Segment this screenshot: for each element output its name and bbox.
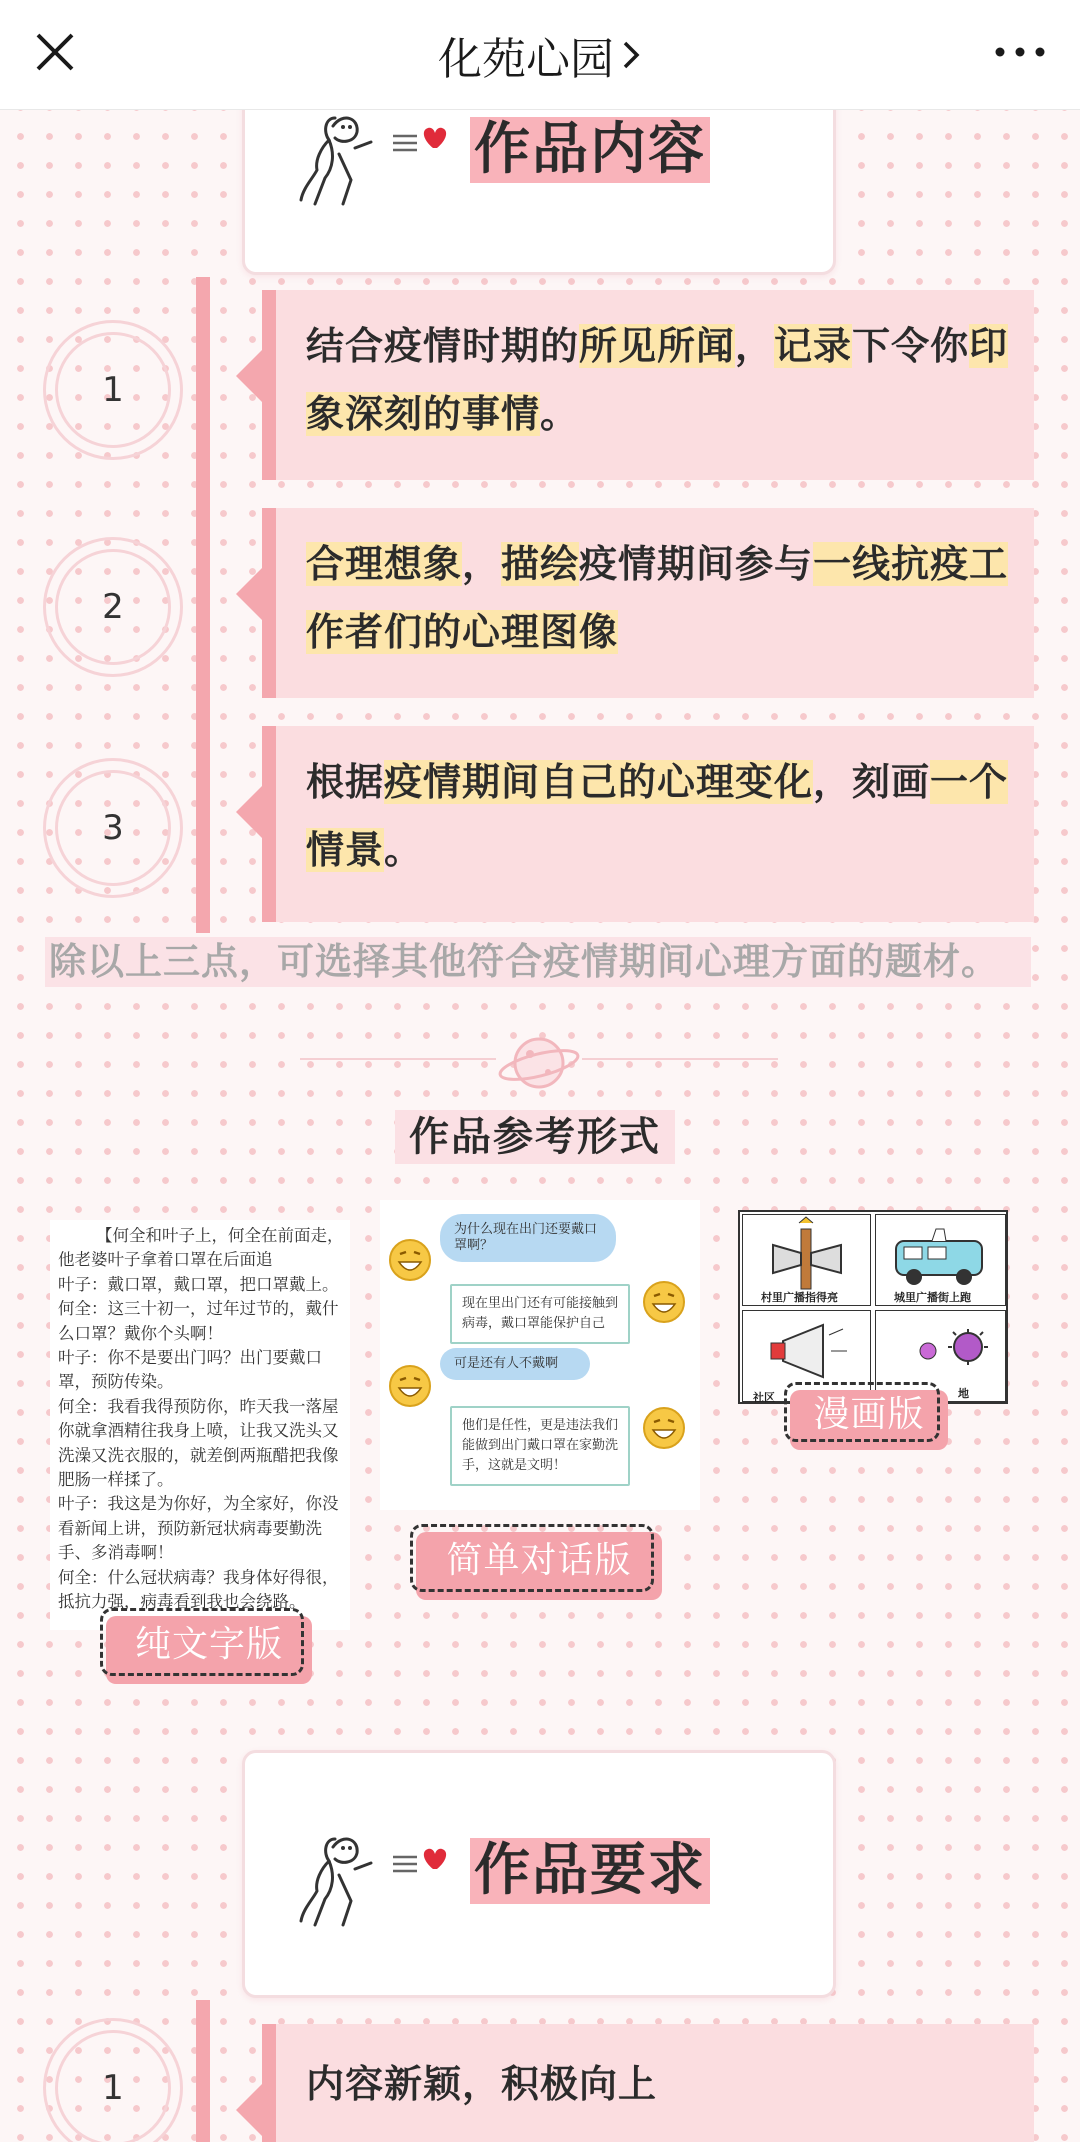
close-icon[interactable] bbox=[30, 27, 80, 77]
comic-sample-image bbox=[738, 1210, 1008, 1404]
highlighted-text: 描绘 bbox=[501, 542, 580, 586]
number-circle bbox=[43, 320, 183, 460]
top-nav-bar bbox=[0, 0, 1080, 110]
highlighted-text: 合理想象 bbox=[306, 542, 463, 586]
number-circle bbox=[43, 758, 183, 898]
highlighted-text: 所见所闻 bbox=[579, 324, 736, 368]
chat-bubble-answer: 他们是任性，更是违法我们能做到出门戴口罩在家勤洗手，这就是文明！ bbox=[450, 1406, 630, 1486]
comic-panel bbox=[742, 1214, 871, 1306]
timeline-bar bbox=[196, 277, 210, 933]
number-circle bbox=[43, 2018, 183, 2142]
tag-label: 漫画版 bbox=[813, 1394, 925, 1435]
comic-caption: 城里广播街上跑 bbox=[894, 1291, 971, 1304]
item-text: 结合疫情时期的 bbox=[306, 324, 580, 368]
text-sample-line: 何全：这三十初一，过年过节的，戴什么口罩？戴你个头啊！ bbox=[58, 1299, 339, 1343]
item-text: 。 bbox=[384, 828, 424, 872]
comic-caption: 村里广播指得亮 bbox=[761, 1291, 838, 1304]
chevron-right-icon bbox=[620, 39, 642, 71]
text-sample-line: 【何全和叶子上，何全在前面走，他老婆叶子拿着口罩在后面追 bbox=[58, 1226, 344, 1270]
content-item-1 bbox=[262, 290, 1034, 480]
account-name: 化苑心园 bbox=[438, 33, 614, 85]
text-sample-line: 何全：我看我得预防你，昨天我一落屋你就拿酒精往我身上喷，让我又洗头又洗澡又洗衣服的，就差倒两瓶醋把我像肥肠一样揉了。 bbox=[58, 1396, 339, 1490]
mascot-illustration bbox=[295, 108, 455, 208]
item-text: ，刻画 bbox=[813, 760, 931, 804]
planet-icon bbox=[496, 1028, 582, 1098]
grin-emoji-icon bbox=[388, 1364, 432, 1408]
item-text: 。 bbox=[540, 392, 580, 436]
item-text: 根据 bbox=[306, 760, 385, 804]
item-text: ， bbox=[735, 324, 775, 368]
item-text: ， bbox=[462, 542, 502, 586]
highlighted-text: 记录 bbox=[774, 324, 853, 368]
requirement-item-1 bbox=[262, 2024, 1034, 2142]
grin-emoji-icon bbox=[642, 1280, 686, 1324]
grin-emoji-icon bbox=[642, 1406, 686, 1450]
chat-bubble-answer: 现在里出门还有可能接触到病毒，戴口罩能保护自己 bbox=[450, 1284, 630, 1344]
account-title-link[interactable] bbox=[438, 23, 642, 87]
text-sample-image bbox=[50, 1220, 350, 1630]
tag-text-version bbox=[106, 1616, 312, 1684]
item-number: 1 bbox=[102, 370, 124, 410]
item-number: 1 bbox=[102, 2068, 124, 2108]
text-sample-line: 叶子：戴口罩，戴口罩，把口罩戴上。 bbox=[58, 1274, 339, 1294]
tag-chat-version bbox=[416, 1532, 662, 1600]
chat-bubble-question: 为什么现在出门还要戴口罩啊？ bbox=[440, 1214, 616, 1262]
number-circle bbox=[43, 537, 183, 677]
item-number: 2 bbox=[102, 587, 124, 627]
section-title-content: 作品内容 bbox=[470, 117, 710, 183]
chat-bubble-question: 可是还有人不戴啊 bbox=[440, 1348, 590, 1380]
tag-label: 纯文字版 bbox=[134, 1624, 283, 1665]
tag-label: 简单对话版 bbox=[446, 1540, 632, 1581]
content-note: 除以上三点，可选择其他符合疫情期间心理方面的题材。 bbox=[45, 937, 1031, 987]
divider-line bbox=[582, 1058, 778, 1060]
section-title-requirements: 作品要求 bbox=[470, 1838, 710, 1904]
item-text: 疫情期间参与 bbox=[579, 542, 814, 586]
comic-caption: 社区 bbox=[753, 1391, 775, 1404]
comic-panel bbox=[875, 1214, 1006, 1306]
highlighted-text: 一线抗疫工作者们的心理图像 bbox=[306, 542, 1009, 654]
chat-sample-image bbox=[380, 1200, 700, 1510]
mascot-illustration bbox=[295, 1829, 455, 1929]
highlighted-text: 疫情期间自己的心理变化 bbox=[384, 760, 814, 804]
text-sample-line: 何全：什么冠状病毒？我身体好得很，抵抗力强，病毒看到我也会绕路。 bbox=[58, 1567, 339, 1612]
text-sample-line: 叶子：你不是要出门吗？出门要戴口罩，预防传染。 bbox=[58, 1348, 322, 1392]
tag-comic-version bbox=[790, 1390, 948, 1450]
grin-emoji-icon bbox=[388, 1238, 432, 1282]
item-number: 3 bbox=[102, 808, 124, 848]
comic-caption: 地 bbox=[958, 1387, 969, 1400]
content-item-2 bbox=[262, 508, 1034, 698]
timeline-bar bbox=[196, 2000, 210, 2142]
requirement-text: 内容新颖，积极向上 bbox=[306, 2062, 658, 2106]
more-icon[interactable] bbox=[990, 27, 1050, 77]
item-text: 下令你 bbox=[852, 324, 970, 368]
highlighted-text: 一个情景 bbox=[306, 760, 1009, 872]
highlighted-text: 印象深刻的事情 bbox=[306, 324, 1009, 436]
section-title-reference: 作品参考形式 bbox=[395, 1110, 675, 1164]
text-sample-line: 叶子：我这是为你好，为全家好，你没看新闻上讲，预防新冠状病毒要勤洗手、多消毒啊！ bbox=[58, 1494, 339, 1563]
content-item-3 bbox=[262, 726, 1034, 922]
divider-line bbox=[300, 1058, 496, 1060]
